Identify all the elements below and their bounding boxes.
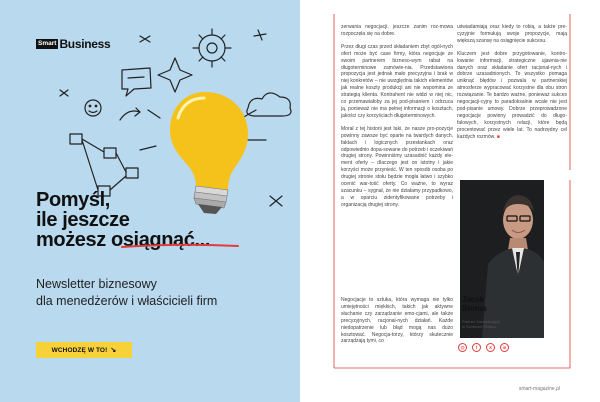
email-icon[interactable]: @	[458, 343, 467, 352]
headline-underline	[120, 243, 240, 249]
cloud-icon	[247, 93, 291, 116]
headline-line-3: możesz osiągnąć...	[36, 229, 210, 251]
headline-line-1: Pomyśl,	[36, 189, 110, 211]
paragraph	[457, 51, 567, 141]
flowchart-doodle	[70, 134, 138, 196]
smart-business-logo	[36, 38, 110, 50]
end-of-article-mark: ■	[496, 133, 500, 140]
paragraph-text: Kluczem jest dobre przygotowanie, kontro-lowanie informacji, strategiczne ujawnia-nie danych oraz składanie ofert racjonal-nych i dobrze uzasadnionych. To wszystko pomaga uniknąć błędów i pozwala w partnerskiej atmosferze wypracować korzystne dla obu stron rozwiązanie. Te bardzo ważne, ponieważ sukces negocjacji-cyjny to paradoksalnie wcale nie jest pod-pisanie umowy. Dobrze przeprowadzone negocjacje powinny prowadzić do długo-falowych, korzystnych relacji, które będą procentować przez wiele lat. To nadrzędny cel każdych rozmów.	[457, 50, 567, 140]
subtitle-line-2: dla menedżerów i właścicieli firm	[36, 294, 218, 308]
author-role-line-1: Partner Zarządzający	[462, 319, 501, 324]
headline-line-2: ile jeszcze	[36, 209, 130, 231]
article-column-1	[341, 24, 453, 215]
arrow-doodle	[120, 108, 140, 120]
paragraph: Negocjacje to sztuka, która wymaga nie tylko umiejętności miękkich, takich jak aktywne słuchanie czy zarządzanie emo-cjami, ale także precyzyjnych, racjonal-nych działań. Każde niedopatrzenie lub błąd mogą nas dużo kosztować. Negocja-torzy, którzy skutecznie zarządzają tymi, co	[341, 297, 453, 345]
author-caption	[462, 296, 520, 329]
ad-headline	[36, 190, 210, 250]
x-icon[interactable]: X	[486, 343, 495, 352]
join-cta-button[interactable]	[36, 342, 132, 358]
ad-subtitle	[36, 276, 217, 310]
footer-url[interactable]: smart-magazine.pl	[518, 386, 560, 392]
face-doodle	[85, 100, 101, 116]
paragraph: zerwania negocjacji, jeszcze zanim roz-mowa rozpoczęła się na dobre.	[341, 24, 453, 37]
author-first-name: Jacek	[462, 295, 485, 304]
article-page	[300, 0, 600, 402]
logo-business-text: Business	[59, 37, 111, 51]
social-links	[458, 343, 509, 352]
paragraph: Przez długi czas przed składaniem zbyt ogól-nych ofert może być case firmy, która negocjuje ze swoim partnerem bizneso-wym rabat na długoterminowe zamówie-nia. Przedstawiona propozycja jest jednak mało precyzyjna i brak w niej konkretów – nie uwzględnia takich elementów jak realne koszty produkcji ani nie wspomina ze strategią klienta. Kontrahent nie widzi w niej nic, co przemawiałoby za jej pod-pisaniem i odrzuca ją, ponieważ nie ma pełnej informacji o kosztach, jakości czy korzyściach długoterminowych.	[341, 43, 453, 119]
author-last-name: Stoma	[462, 303, 487, 313]
chat-bubble-icon	[122, 68, 151, 96]
arrow-down-right-icon: ↘	[110, 347, 117, 354]
linkedin-icon[interactable]: in	[500, 343, 509, 352]
paragraph: uświadamiają oraz kiedy to robią, a także pre-cyzyjnie formułują swoje propozycje, mają większą szansę na osiągnięcie sukcesu.	[457, 24, 567, 44]
facebook-icon[interactable]: f	[472, 343, 481, 352]
gear-icon	[193, 29, 231, 67]
subtitle-line-1: Newsletter biznesowy	[36, 277, 157, 291]
logo-smart-text: Smart	[38, 40, 57, 47]
article-column-2	[457, 24, 567, 147]
cta-label: WCHODZĘ W TO!	[51, 346, 108, 354]
sparkle-doodles	[60, 30, 282, 206]
author-role-line-2: w Scotwork Polska	[462, 324, 496, 330]
article-column-1-bottom	[341, 297, 453, 351]
paragraph: Morał z tej historii jest taki, że nasze pro-pozycje powinny zawsze być oparte na twardych danych, faktach i logicznych przesłankach oraz odpowiednio dopa-sowane do potrzeb i oczekiwań drugiej strony. Powinniśmy uzasadnić każdy ele-ment oferty – dlaczego jest on istotny i jakie korzyści może przynieść. W ten sposób osoba po drugiej stronie stołu będzie mogła łatwo i szybko ocenić war-tość oferty. Co ważne, to wyraz szacunku – sygnał, że nie działamy przypadkowo, a w oparciu zidentyfikowane potrzeby i organizacją drugiej strony.	[341, 125, 453, 208]
